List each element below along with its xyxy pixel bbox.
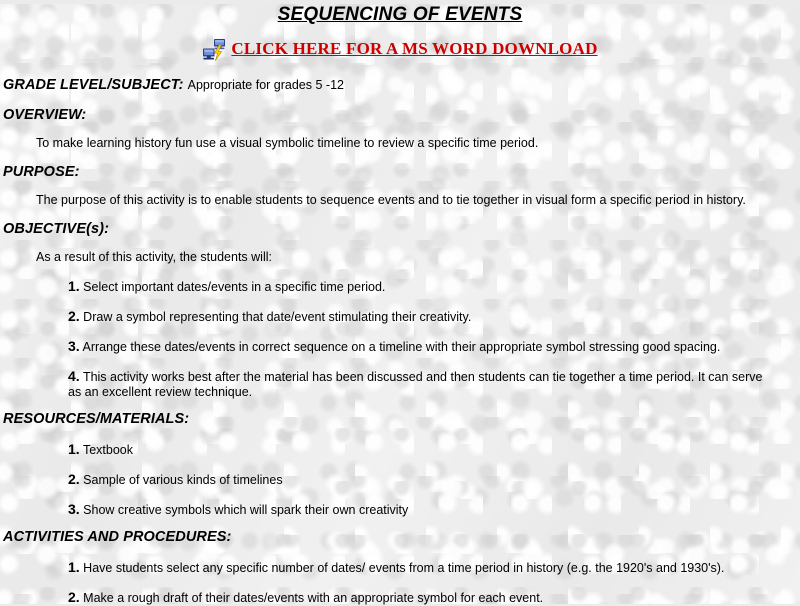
- list-item: [0, 560, 800, 576]
- spacer: [0, 208, 800, 221]
- section-heading-purpose: PURPOSE:: [3, 164, 80, 180]
- grade-level-line: [0, 77, 800, 94]
- download-link-row[interactable]: [0, 37, 800, 61]
- page-title: SEQUENCING OF EVENTS: [277, 4, 523, 25]
- section-heading-overview: OVERVIEW:: [3, 107, 87, 123]
- list-item: [0, 279, 800, 295]
- list-item-number: 1.: [68, 559, 80, 575]
- list-item-text: Arrange these dates/events in correct sequence on a timeline with their appropriate symbol stressing good spacing.: [82, 340, 721, 354]
- section-paragraph: To make learning history fun use a visual symbolic timeline to review a specific time period.: [36, 136, 539, 150]
- section-heading-objectives: OBJECTIVE(s):: [3, 221, 110, 237]
- list-item-text: Select important dates/events in a specific time period.: [83, 280, 386, 294]
- list-item-text: This activity works best after the material has been discussed and then students can tie together a time period. It can serve as an excellent review technique.: [68, 370, 763, 399]
- spacer: [0, 181, 800, 193]
- spacer: [0, 458, 800, 472]
- list-item: [0, 442, 800, 458]
- document-page: [0, 4, 800, 604]
- list-item-text: Make a rough draft of their dates/events with an appropriate symbol for each event.: [83, 591, 544, 605]
- spacer: [0, 151, 800, 164]
- list-item-text: Draw a symbol representing that date/event stimulating their creativity.: [83, 310, 472, 324]
- list-item-number: 2.: [68, 589, 80, 605]
- spacer: [0, 94, 800, 107]
- spacer: [0, 428, 800, 442]
- section-paragraph: As a result of this activity, the students will:: [36, 250, 272, 264]
- list-item: [0, 369, 800, 400]
- spacer: [0, 295, 800, 309]
- list-item-number: 1.: [68, 278, 80, 294]
- spacer: [0, 124, 800, 136]
- list-item: [0, 339, 800, 355]
- section-paragraph: The purpose of this activity is to enable students to sequence events and to tie together in visual form a specific period in history.: [36, 193, 746, 207]
- ms-word-download-link[interactable]: CLICK HERE FOR A MS WORD DOWNLOAD: [231, 39, 598, 58]
- spacer: [0, 518, 800, 529]
- spacer: [0, 61, 800, 77]
- list-item-number: 2.: [68, 471, 80, 487]
- list-item-text: Have students select any specific number of dates/ events from a time period in history (e.g. the 1920's and 1930's).: [83, 561, 725, 575]
- list-item: [0, 472, 800, 488]
- spacer: [0, 325, 800, 339]
- spacer: [0, 265, 800, 279]
- list-item: [0, 502, 800, 518]
- list-item-number: 1.: [68, 441, 80, 457]
- grade-level-value: Appropriate for grades 5 -12: [187, 78, 344, 92]
- list-item-number: 4.: [68, 368, 80, 384]
- grade-level-label: GRADE LEVEL/SUBJECT:: [3, 77, 184, 93]
- list-item: [0, 309, 800, 325]
- list-item-text: Textbook: [82, 443, 133, 457]
- spacer: [0, 576, 800, 590]
- spacer: [0, 400, 800, 411]
- list-item-number: 2.: [68, 308, 80, 324]
- spacer: [0, 355, 800, 369]
- list-item: [0, 590, 800, 606]
- list-item-number: 3.: [68, 338, 80, 354]
- spacer: [0, 488, 800, 502]
- network-computers-lightning-icon: [202, 38, 228, 62]
- section-heading-activities: ACTIVITIES AND PROCEDURES:: [3, 529, 232, 545]
- section-heading-resources: RESOURCES/MATERIALS:: [3, 411, 190, 427]
- spacer: [0, 546, 800, 560]
- list-item-number: 3.: [68, 501, 80, 517]
- spacer: [0, 238, 800, 250]
- list-item-text: Sample of various kinds of timelines: [83, 473, 283, 487]
- list-item-text: Show creative symbols which will spark their own creativity: [83, 503, 409, 517]
